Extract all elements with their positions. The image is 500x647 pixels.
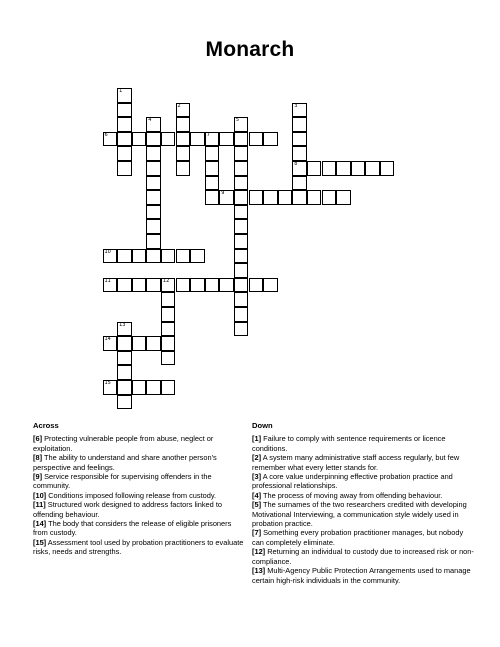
across-clues [33, 421, 248, 557]
grid-cell[interactable] [249, 132, 264, 147]
clue-number: [10] [33, 490, 47, 500]
grid-cell[interactable] [292, 132, 307, 147]
grid-cell[interactable] [117, 395, 132, 410]
grid-cell[interactable] [161, 380, 176, 395]
across-clue [33, 491, 248, 500]
clue-number: [5] [252, 500, 262, 510]
grid-cell[interactable] [117, 322, 132, 337]
grid-cell[interactable] [234, 234, 249, 249]
grid-cell[interactable] [176, 146, 191, 161]
clue-text: The body that considers the release of eligible prisoners from custody. [33, 519, 232, 538]
grid-cell[interactable] [176, 117, 191, 132]
clue-text: The process of moving away from offending behaviour. [261, 490, 443, 500]
grid-cell[interactable] [117, 365, 132, 380]
grid-cell[interactable] [336, 161, 351, 176]
grid-cell[interactable] [292, 190, 307, 205]
grid-cell[interactable] [205, 146, 220, 161]
grid-cell[interactable] [263, 278, 278, 293]
clue-number-label: 8 [294, 161, 298, 167]
clue-text: A system many administrative staff access regularly, but few remember what every letter stands for. [252, 453, 460, 472]
grid-cell[interactable] [292, 103, 307, 118]
clue-number-label: 12 [162, 277, 170, 284]
clue-number-label: 1 [119, 88, 123, 94]
clue-text: The ability to understand and share another person's perspective and feelings. [33, 453, 217, 472]
across-clue [33, 453, 248, 472]
grid-cell[interactable] [249, 190, 264, 205]
grid-cell[interactable] [234, 219, 249, 234]
grid-cell[interactable] [205, 190, 220, 205]
clue-text: Protecting vulnerable people from abuse, neglect or exploitation. [33, 434, 214, 453]
grid-cell[interactable] [234, 132, 249, 147]
grid-cell[interactable] [146, 146, 161, 161]
grid-cell[interactable] [103, 132, 118, 147]
grid-cell[interactable] [117, 249, 132, 264]
clue-text: Assessment tool used by probation practitioners to evaluate risks, needs and strengths. [33, 537, 244, 557]
grid-cell[interactable] [117, 132, 132, 147]
clue-number: [13] [252, 566, 266, 576]
grid-cell[interactable] [176, 132, 191, 147]
grid-cell[interactable] [146, 249, 161, 264]
grid-cell[interactable] [161, 249, 176, 264]
grid-cell[interactable] [322, 161, 337, 176]
grid-cell[interactable] [146, 278, 161, 293]
down-clue-list [252, 434, 474, 585]
grid-cell[interactable] [117, 88, 132, 103]
grid-cell[interactable] [161, 351, 176, 366]
grid-cell[interactable] [117, 117, 132, 132]
grid-cell[interactable] [249, 278, 264, 293]
grid-cell[interactable] [161, 336, 176, 351]
clue-number: [15] [33, 537, 47, 547]
clue-number: [9] [33, 472, 43, 482]
grid-cell[interactable] [234, 292, 249, 307]
grid-cell[interactable] [219, 190, 234, 205]
down-clue [252, 453, 474, 472]
grid-cell[interactable] [234, 117, 249, 132]
down-clue [252, 500, 474, 528]
grid-cell[interactable] [176, 278, 191, 293]
clue-number-label: 14 [104, 336, 111, 343]
clue-number-label: 3 [294, 102, 298, 109]
grid-cell[interactable] [117, 161, 132, 176]
down-clue [252, 528, 474, 547]
grid-cell[interactable] [263, 190, 278, 205]
clue-number: [14] [33, 519, 47, 529]
grid-cell[interactable] [205, 161, 220, 176]
grid-cell[interactable] [205, 132, 220, 147]
clue-number-label: 6 [104, 131, 108, 138]
clue-text: Failure to comply with sentence requirements or licence conditions. [252, 434, 446, 453]
grid-cell[interactable] [132, 278, 147, 293]
grid-cell[interactable] [117, 146, 132, 161]
across-clue [33, 500, 248, 519]
grid-cell[interactable] [190, 278, 205, 293]
across-clue-list [33, 434, 248, 556]
clue-text: Conditions imposed following release from custody. [46, 490, 217, 500]
grid-cell[interactable] [234, 322, 249, 337]
clue-text: A core value underpinning effective probation practice and professional relationships. [252, 472, 453, 491]
grid-cell[interactable] [146, 205, 161, 220]
clue-number: [7] [252, 528, 262, 538]
grid-cell[interactable] [176, 249, 191, 264]
grid-cell[interactable] [365, 161, 380, 176]
grid-cell[interactable] [263, 132, 278, 147]
grid-cell[interactable] [132, 249, 147, 264]
down-clues [252, 421, 474, 585]
grid-cell[interactable] [132, 132, 147, 147]
grid-cell[interactable] [292, 161, 307, 176]
grid-cell[interactable] [132, 336, 147, 351]
grid-cell[interactable] [161, 132, 176, 147]
grid-cell[interactable] [219, 278, 234, 293]
clue-text: The surnames of the two researchers credited with developing Motivational Interviewing, a communication style widely used in probation practice. [252, 500, 467, 529]
clue-number-label: 13 [119, 321, 126, 328]
grid-cell[interactable] [161, 307, 176, 322]
grid-cell[interactable] [205, 176, 220, 191]
grid-cell[interactable] [176, 161, 191, 176]
clue-number-label: 5 [235, 117, 240, 124]
clue-number: [8] [33, 453, 43, 463]
grid-cell[interactable] [146, 336, 161, 351]
grid-cell[interactable] [307, 190, 322, 205]
clue-text: Returning an individual to custody due to increased risk or non-compliance. [252, 547, 474, 566]
grid-cell[interactable] [176, 103, 191, 118]
clue-text: Structured work designed to address factors linked to offending behaviour. [33, 500, 222, 519]
grid-cell[interactable] [307, 161, 322, 176]
across-clue [33, 434, 248, 453]
grid-cell[interactable] [219, 132, 234, 147]
grid-cell[interactable] [322, 190, 337, 205]
grid-cell[interactable] [278, 190, 293, 205]
clue-number-label: 9 [221, 190, 225, 197]
across-clue [33, 472, 248, 491]
grid-cell[interactable] [103, 336, 118, 351]
grid-cell[interactable] [380, 161, 395, 176]
page-title: Monarch [205, 38, 295, 61]
grid-cell[interactable] [351, 161, 366, 176]
clue-number: [3] [252, 472, 262, 482]
clue-text: Service responsible for supervising offenders in the community. [33, 472, 212, 491]
grid-cell[interactable] [103, 278, 118, 293]
grid-cell[interactable] [146, 117, 161, 132]
clue-number: [11] [33, 500, 46, 510]
down-clue [252, 434, 474, 453]
grid-cell[interactable] [234, 278, 249, 293]
grid-cell[interactable] [161, 278, 176, 293]
clue-number-label: 10 [104, 248, 111, 255]
grid-cell[interactable] [132, 380, 147, 395]
clue-number-label: 11 [104, 277, 111, 284]
grid-cell[interactable] [161, 322, 176, 337]
grid-cell[interactable] [146, 380, 161, 395]
clue-number: [6] [33, 434, 43, 444]
grid-cell[interactable] [234, 249, 249, 264]
grid-cell[interactable] [103, 380, 118, 395]
grid-cell[interactable] [146, 161, 161, 176]
grid-cell[interactable] [146, 190, 161, 205]
clue-number: [4] [252, 490, 262, 500]
clue-number: [2] [252, 453, 262, 463]
grid-cell[interactable] [146, 234, 161, 249]
down-clue [252, 491, 474, 500]
clue-text: Something every probation practitioner manages, but nobody can completely eliminate. [252, 528, 464, 547]
grid-cell[interactable] [146, 219, 161, 234]
grid-cell[interactable] [117, 278, 132, 293]
grid-cell[interactable] [190, 249, 205, 264]
across-heading: Across [33, 421, 59, 430]
grid-cell[interactable] [103, 249, 118, 264]
grid-cell[interactable] [117, 336, 132, 351]
clue-number-label: 15 [104, 380, 111, 386]
grid-cell[interactable] [292, 176, 307, 191]
grid-cell[interactable] [117, 351, 132, 366]
grid-cell[interactable] [292, 117, 307, 132]
across-clue [33, 519, 248, 538]
grid-cell[interactable] [234, 146, 249, 161]
grid-cell[interactable] [190, 132, 205, 147]
grid-cell[interactable] [161, 292, 176, 307]
grid-cell[interactable] [234, 190, 249, 205]
grid-cell[interactable] [234, 176, 249, 191]
grid-cell[interactable] [234, 161, 249, 176]
clue-number-label: 2 [177, 102, 181, 109]
clue-number-label: 4 [148, 117, 152, 124]
clue-number: [1] [252, 434, 262, 444]
grid-cell[interactable] [336, 190, 351, 205]
clue-text: Multi-Agency Public Protection Arrangements used to manage certain high-risk individuals in the community. [252, 566, 471, 585]
across-clue [33, 538, 248, 557]
grid-cell[interactable] [117, 103, 132, 118]
down-clue [252, 547, 474, 566]
down-clue [252, 472, 474, 491]
grid-cell[interactable] [234, 263, 249, 278]
grid-cell[interactable] [292, 146, 307, 161]
grid-cell[interactable] [117, 380, 132, 395]
grid-cell[interactable] [205, 278, 220, 293]
grid-cell[interactable] [146, 176, 161, 191]
clue-number: [12] [252, 547, 266, 557]
down-clue [252, 566, 474, 585]
grid-cell[interactable] [234, 307, 249, 322]
down-heading: Down [252, 421, 273, 430]
grid-cell[interactable] [234, 205, 249, 220]
grid-cell[interactable] [146, 132, 161, 147]
clue-number-label: 7 [206, 131, 210, 138]
